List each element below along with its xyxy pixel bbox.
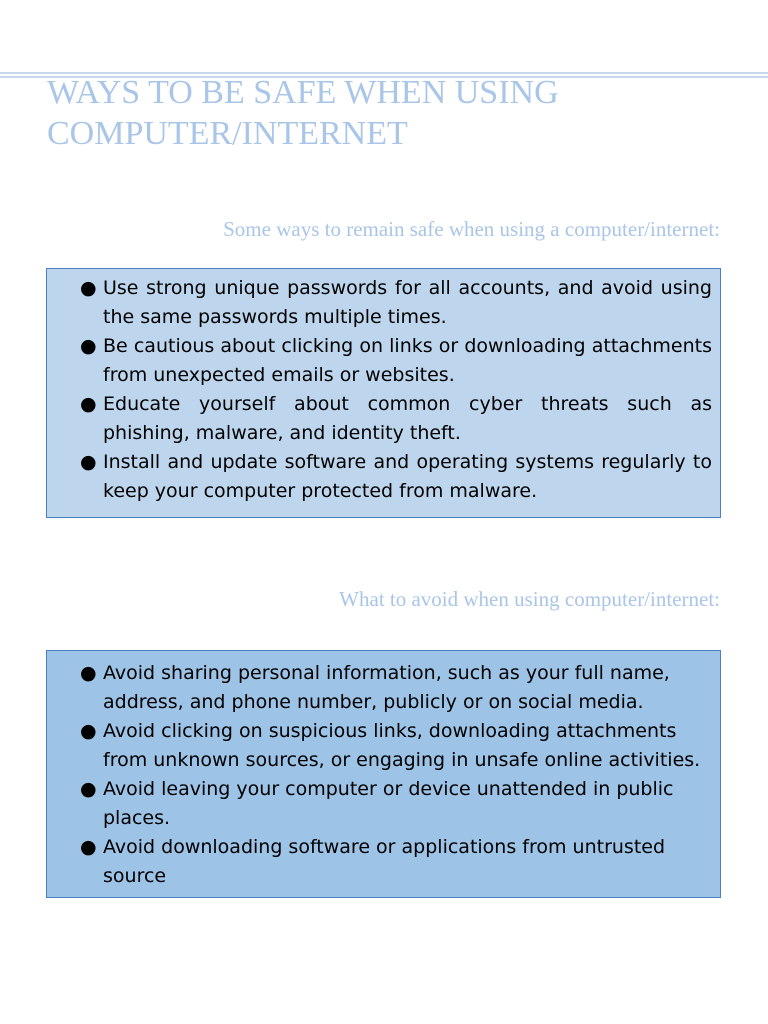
bullet-icon: ● — [80, 451, 97, 473]
list-item-text: Avoid clicking on suspicious links, downloading attachments from unknown sources, or engaging in unsafe online activities. — [103, 720, 701, 771]
list-item — [47, 274, 712, 332]
bullet-icon: ● — [80, 335, 97, 357]
bullet-icon: ● — [80, 836, 97, 858]
list-item — [47, 448, 712, 506]
list-item — [47, 659, 712, 717]
list-item-text: Avoid sharing personal information, such as your full name, address, and phone number, publicly or on social media. — [103, 662, 670, 713]
section2-heading: What to avoid when using computer/internet: — [339, 587, 720, 611]
list-item — [47, 717, 712, 775]
list-item-text: Be cautious about clicking on links or downloading attachments from unexpected emails or websites. — [103, 335, 712, 386]
page-title: WAYS TO BE SAFE WHEN USING COMPUTER/INTERNET — [47, 74, 559, 152]
bullet-icon: ● — [80, 778, 97, 800]
avoid-tips-list — [47, 659, 712, 891]
list-item — [47, 390, 712, 448]
section1-heading: Some ways to remain safe when using a computer/internet: — [223, 217, 720, 241]
list-item-text: Educate yourself about common cyber threats such as phishing, malware, and identity theft. — [103, 393, 712, 444]
list-item-text: Avoid leaving your computer or device unattended in public places. — [103, 778, 674, 829]
safety-tips-box — [46, 268, 721, 518]
bullet-icon: ● — [80, 720, 97, 742]
list-item-text: Use strong unique passwords for all accounts, and avoid using the same passwords multiple times. — [103, 277, 712, 328]
list-item-text: Install and update software and operating systems regularly to keep your computer protected from malware. — [103, 451, 712, 502]
avoid-tips-box — [46, 650, 721, 898]
list-item — [47, 833, 712, 891]
list-item — [47, 332, 712, 390]
bullet-icon: ● — [80, 662, 97, 684]
safety-tips-list — [47, 274, 712, 506]
list-item — [47, 775, 712, 833]
bullet-icon: ● — [80, 393, 97, 415]
list-item-text: Avoid downloading software or applications from untrusted source — [103, 836, 666, 887]
bullet-icon: ● — [80, 277, 97, 299]
